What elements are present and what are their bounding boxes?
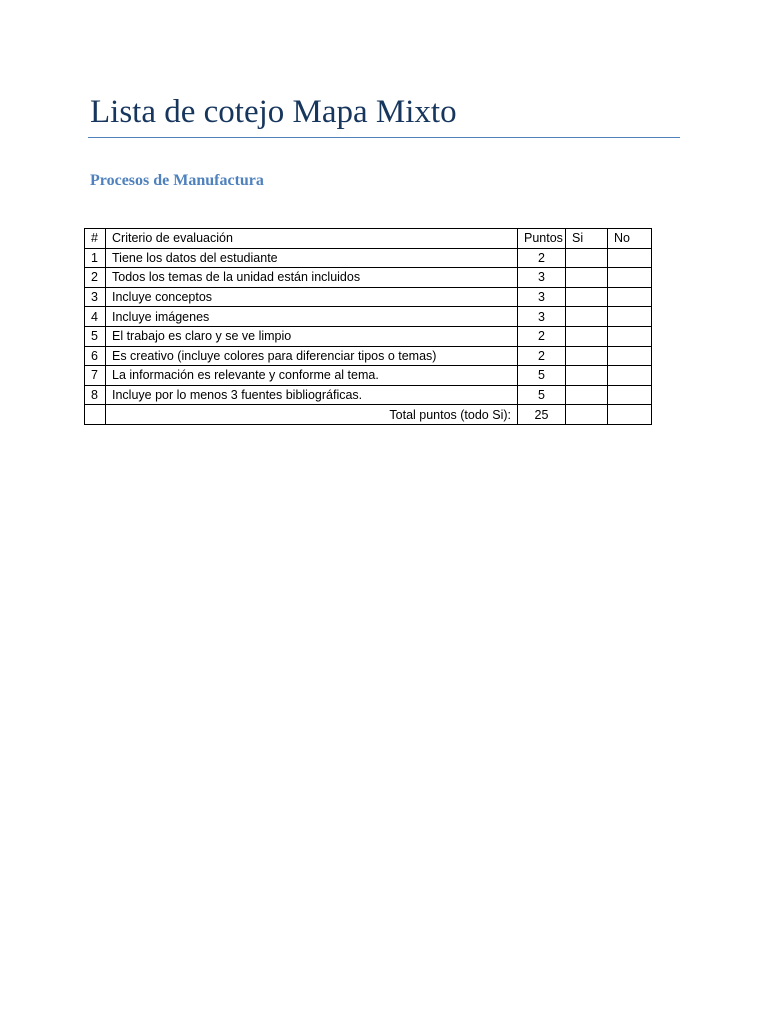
row-yes-cell: [566, 326, 608, 346]
row-yes-cell: [566, 385, 608, 405]
row-no-cell: [608, 366, 652, 386]
row-criterion: Incluye por lo menos 3 fuentes bibliográficas.: [106, 385, 518, 405]
header-criterion: Criterio de evaluación: [106, 229, 518, 249]
row-yes-cell: [566, 248, 608, 268]
row-points: 3: [518, 268, 566, 288]
row-yes-cell: [566, 307, 608, 327]
row-criterion: Incluye imágenes: [106, 307, 518, 327]
table-row: [85, 366, 652, 386]
table-header-row: [85, 229, 652, 249]
row-points: 3: [518, 287, 566, 307]
row-criterion: Incluye conceptos: [106, 287, 518, 307]
row-points: 2: [518, 346, 566, 366]
row-criterion: El trabajo es claro y se ve limpio: [106, 326, 518, 346]
row-number: 8: [85, 385, 106, 405]
row-number: 1: [85, 248, 106, 268]
row-no-cell: [608, 385, 652, 405]
row-number: 2: [85, 268, 106, 288]
row-criterion: Tiene los datos del estudiante: [106, 248, 518, 268]
table-row: [85, 326, 652, 346]
table-row: [85, 248, 652, 268]
total-no-cell: [608, 405, 652, 425]
row-number: 3: [85, 287, 106, 307]
header-points: Puntos: [518, 229, 566, 249]
row-yes-cell: [566, 366, 608, 386]
table-total-row: [85, 405, 652, 425]
total-yes-cell: [566, 405, 608, 425]
row-no-cell: [608, 307, 652, 327]
checklist-table: [84, 228, 652, 425]
row-points: 2: [518, 326, 566, 346]
total-points: 25: [518, 405, 566, 425]
checklist-table-body: [85, 229, 652, 425]
row-criterion: Es creativo (incluye colores para diferenciar tipos o temas): [106, 346, 518, 366]
row-points: 2: [518, 248, 566, 268]
total-empty-cell: [85, 405, 106, 425]
total-label: Total puntos (todo Si):: [106, 405, 518, 425]
document-subtitle: Procesos de Manufactura: [90, 172, 264, 189]
document-title: Lista de cotejo Mapa Mixto: [90, 94, 457, 130]
table-row: [85, 307, 652, 327]
row-no-cell: [608, 346, 652, 366]
row-number: 4: [85, 307, 106, 327]
row-points: 5: [518, 366, 566, 386]
row-criterion: Todos los temas de la unidad están incluidos: [106, 268, 518, 288]
table-row: [85, 287, 652, 307]
row-yes-cell: [566, 346, 608, 366]
row-number: 5: [85, 326, 106, 346]
row-yes-cell: [566, 268, 608, 288]
title-underline: [88, 137, 680, 138]
row-number: 7: [85, 366, 106, 386]
row-points: 5: [518, 385, 566, 405]
row-no-cell: [608, 326, 652, 346]
row-number: 6: [85, 346, 106, 366]
row-points: 3: [518, 307, 566, 327]
table-row: [85, 346, 652, 366]
row-no-cell: [608, 287, 652, 307]
table-row: [85, 385, 652, 405]
header-no: No: [608, 229, 652, 249]
header-yes: Si: [566, 229, 608, 249]
row-no-cell: [608, 248, 652, 268]
row-no-cell: [608, 268, 652, 288]
header-number: #: [85, 229, 106, 249]
row-criterion: La información es relevante y conforme al tema.: [106, 366, 518, 386]
row-yes-cell: [566, 287, 608, 307]
table-row: [85, 268, 652, 288]
